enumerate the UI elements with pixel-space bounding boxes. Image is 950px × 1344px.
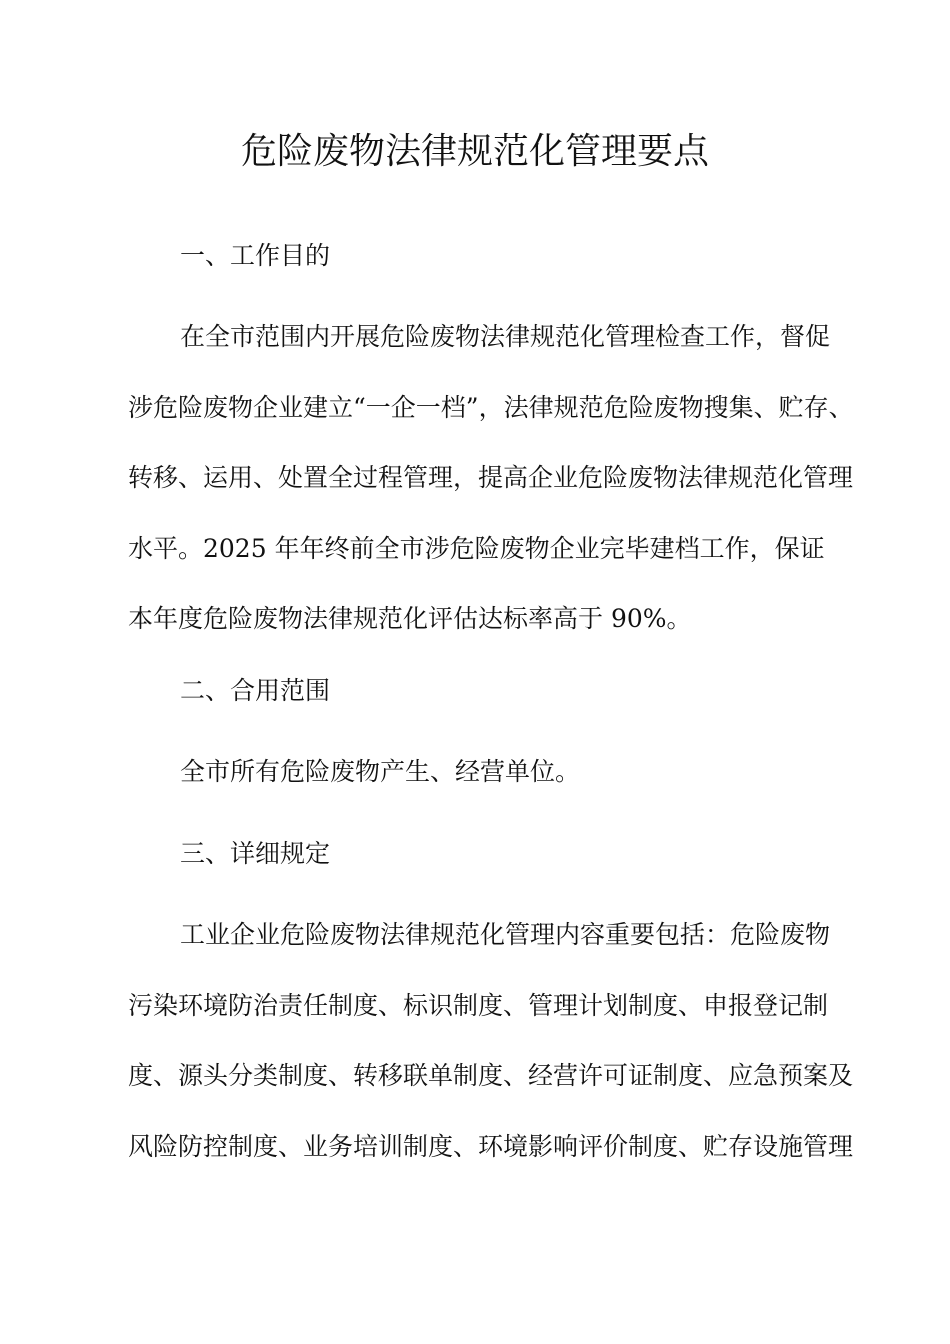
paragraph-line: 风险防控制度、业务培训制度、环境影响评价制度、贮存设施管理	[128, 1131, 854, 1161]
section-body-scope	[128, 737, 850, 808]
section-heading-scope: 二、合用范围	[180, 676, 331, 705]
paragraph-line: 在全市范围内开展危险废物法律规范化管理检查工作，督促	[180, 322, 831, 351]
paragraph-line: 转移、运用、处置全过程管理，提高企业危险废物法律规范化管理	[128, 463, 854, 492]
paragraph-line: 度、源头分类制度、转移联单制度、经营许可证制度、应急预案及	[128, 1061, 854, 1090]
section-heading-requirements: 三、详细规定	[180, 839, 331, 868]
paragraph-line: 涉危险废物企业建立“一企一档”，法律规范危险废物搜集、贮存、	[128, 392, 854, 422]
document-title: 危险废物法律规范化管理要点	[240, 131, 709, 172]
paragraph-line: 全市所有危险废物产生、经营单位。	[180, 757, 581, 786]
section-heading-purpose: 一、工作目的	[180, 241, 331, 270]
paragraph-line: 污染环境防治责任制度、标识制度、管理计划制度、申报登记制	[128, 990, 829, 1020]
section-body-purpose	[128, 302, 854, 655]
paragraph-line: 水平。2025 年年终前全市涉危险废物企业完毕建档工作，保证	[128, 533, 825, 563]
section-body-requirements	[128, 900, 854, 1182]
paragraph-line: 本年度危险废物法律规范化评估达标率高于 90%。	[128, 604, 692, 633]
paragraph-line: 工业企业危险废物法律规范化管理内容重要包括：危险废物	[180, 920, 831, 949]
